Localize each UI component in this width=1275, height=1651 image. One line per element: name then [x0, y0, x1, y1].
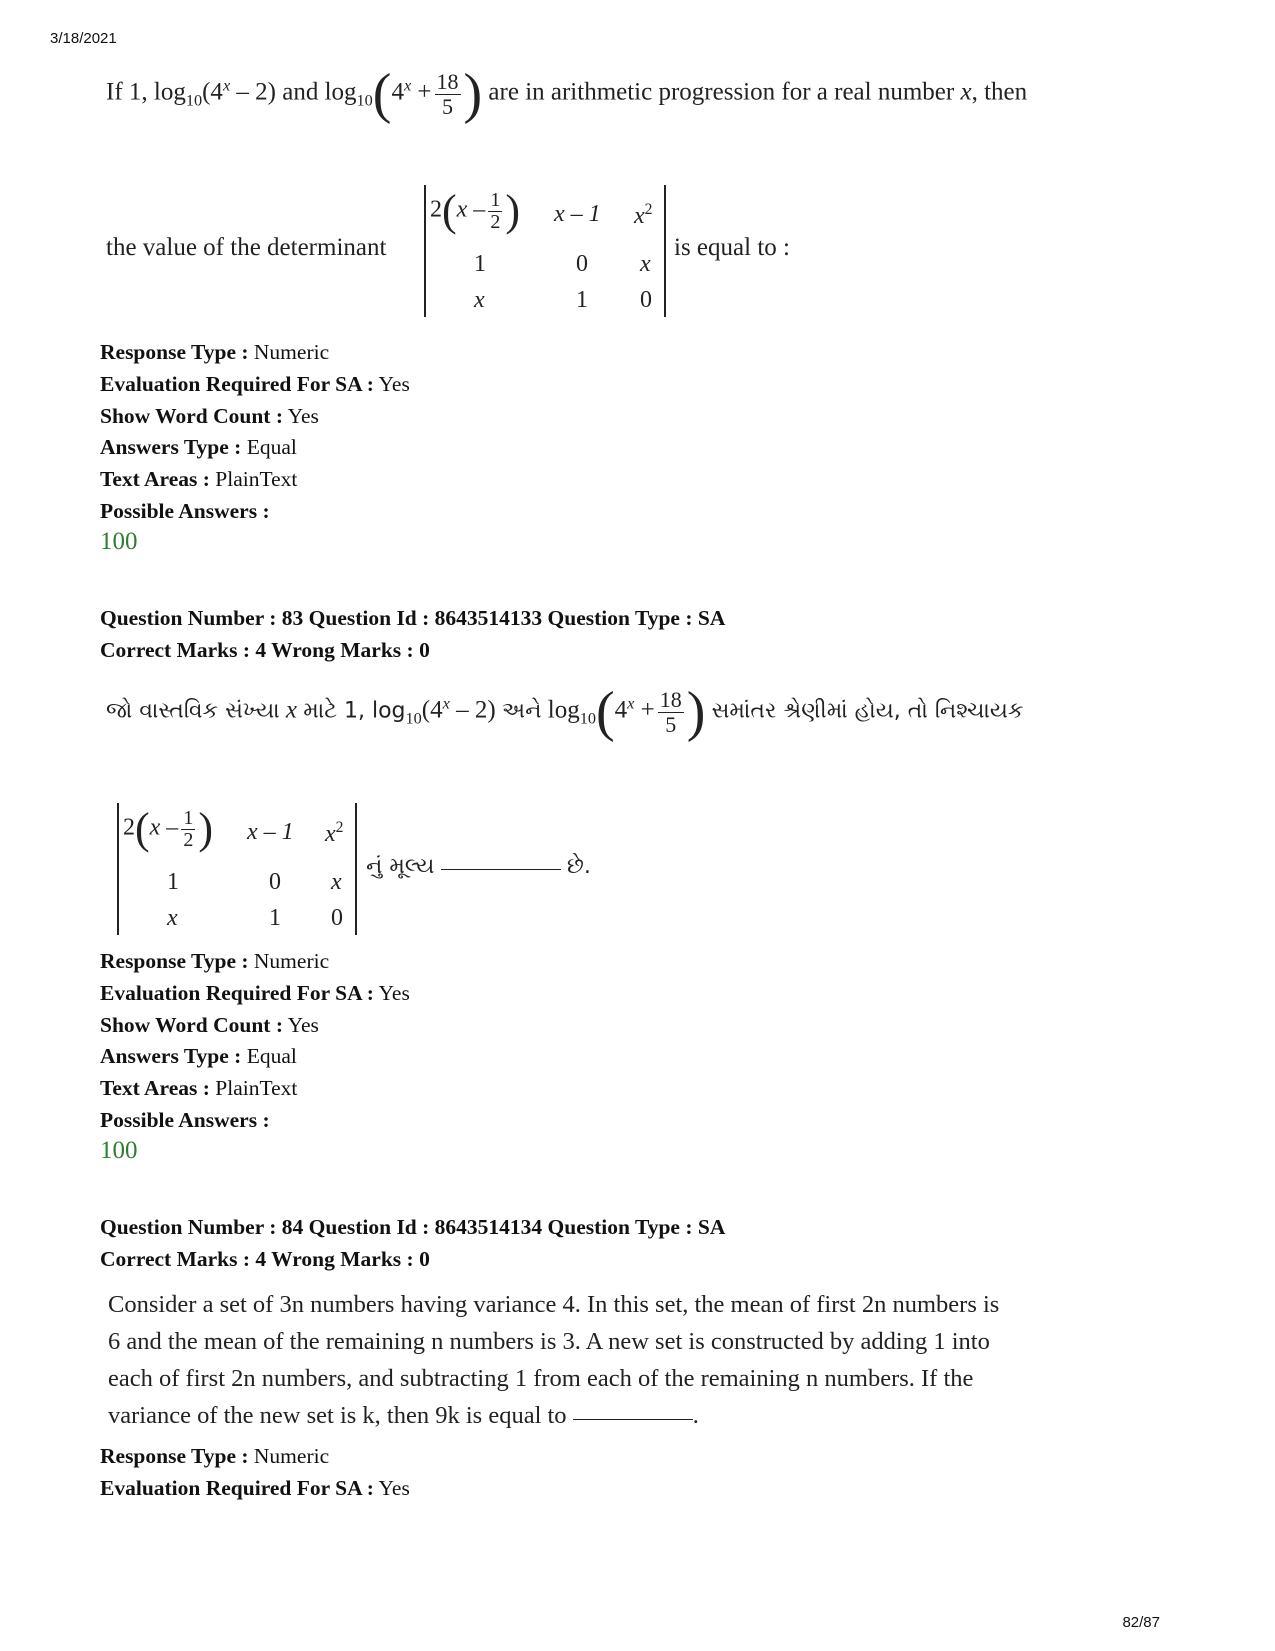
q82-determinant — [424, 185, 666, 317]
q83-answer: 100 — [100, 1137, 138, 1164]
q84-header: Question Number : 84 Question Id : 8643514134 Question Type : SA Correct Marks : 4 Wrong Marks : 0 — [100, 1215, 726, 1271]
q83-statement-line2: નું મૂલ્ય છે. — [366, 854, 591, 879]
det-a13: $x^2$ — [634, 201, 653, 229]
meta-response-type: Response Type : Numeric — [100, 340, 330, 364]
det-a31: x — [474, 287, 485, 313]
page-number: 82/87 — [1122, 1614, 1160, 1631]
det-a23: x — [640, 251, 651, 277]
meta-evaluation: Evaluation Required For SA : Yes — [100, 371, 410, 396]
q84-meta: Response Type : Numeric Evaluation Required For SA : Yes — [100, 1444, 410, 1500]
det-a32: 1 — [576, 287, 588, 313]
q82-statement-line1: If 1, $\log_{10}(4^x - 2)$ and $\log_{10}(4^x$ + $\frac{18}{5}$ ) are in arithmetic progression for a real number x, then — [106, 63, 1028, 125]
det-a22: 0 — [576, 251, 588, 277]
q82-statement-line2-prefix: the value of the determinant — [106, 234, 387, 261]
det-a12: x – 1 — [554, 201, 601, 227]
det-a21: 1 — [474, 251, 486, 277]
q82-statement-line2-suffix: is equal to : — [674, 234, 790, 261]
meta-text-areas: Text Areas : PlainText — [100, 467, 298, 492]
q83-meta: Response Type : Numeric Evaluation Required For SA : Yes Show Word Count : Yes Answers Type : Equal Text Areas : PlainText Possible Answers : — [100, 949, 410, 1132]
q83-header: Question Number : 83 Question Id : 8643514133 Question Type : SA Correct Marks : 4 Wrong Marks : 0 — [100, 606, 726, 662]
fraction-18-5: $\frac{18}{5}$ — [436, 69, 459, 119]
meta-answers-type: Answers Type : Equal — [100, 435, 297, 460]
answer-blank — [573, 1415, 693, 1420]
meta-word-count: Show Word Count : Yes — [100, 403, 319, 428]
q84-statement: Consider a set of 3n numbers having variance 4. In this set, the mean of first 2n numbers is 6 and the mean of the remaining n numbers is 3. A new set is constructed by adding 1 into each of first 2n numbers, and subtracting 1 from each of the remaining n numbers. If the variance of the new set is k, then 9k is equal to . — [108, 1291, 1000, 1429]
print-date: 3/18/2021 — [50, 30, 117, 47]
det-a33: 0 — [640, 287, 652, 313]
q83-statement-line1: જો વાસ્તવિક સંખ્યા x માટે 1, $\log_{10}(4^x - 2)$ અને $\log_{10}(4^x$ + $\frac{18}{5}$ ) સમાંતર શ્રેણીમાં હોય, તો નિશ્ચાયક — [106, 681, 1024, 743]
q82-answer: 100 — [100, 528, 138, 555]
q82-meta — [100, 337, 410, 528]
q83-determinant: 2(x – $\frac{1}{2}$ ) x – 1 $x^2$ 1 0 x x 1 0 — [117, 803, 357, 935]
answer-blank — [441, 865, 561, 870]
det-a11: 2(x – $\frac{1}{2}$ ) — [430, 186, 520, 235]
meta-possible-answers: Possible Answers : — [100, 498, 270, 523]
